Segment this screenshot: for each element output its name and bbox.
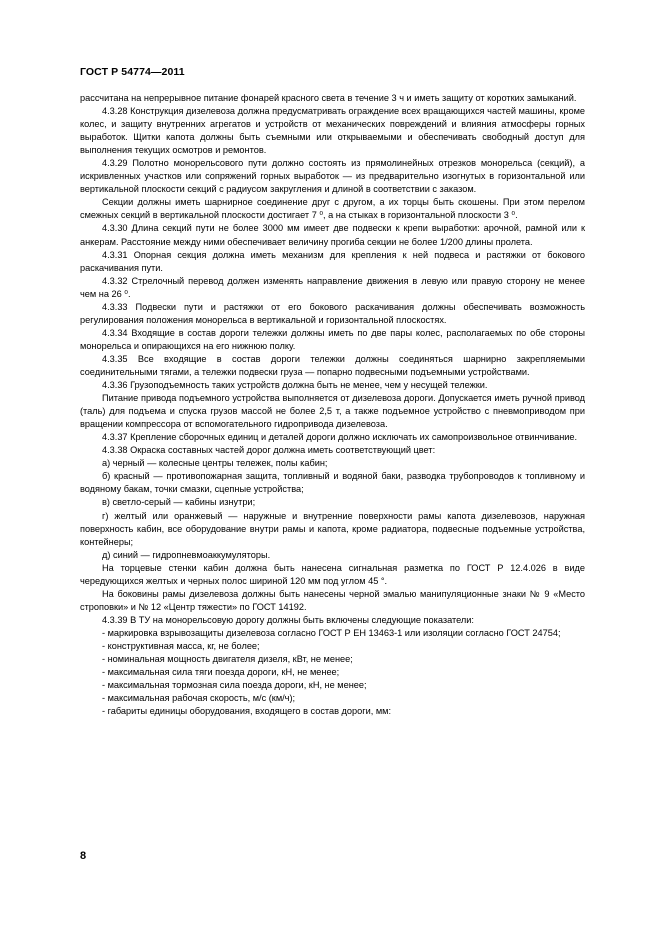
paragraph: 4.3.35 Все входящие в состав дороги тележки должны соединяться шарнирно закрепляемыми соединительными тягами, а тележки подвески груза — попарно подвесными подъемными устройствами. xyxy=(80,353,585,377)
paragraph: Секции должны иметь шарнирное соединение друг с другом, а их торцы быть скошены. При этом перелом смежных секций в вертикальной плоскости достигает 7 ⁰, а на стыках в горизонтальной плоскости 3 ⁰. xyxy=(80,197,585,221)
paragraph: 4.3.29 Полотно монорельсового пути должно состоять из прямолинейных отрезков монорельса (секций), а искривленных участков или сопряжений горных выработок — из предварительно изогнутых в горизонтальной или вертикальной плоскости секций с радиусом закругления и длиной в соответствии с заказом. xyxy=(80,158,585,195)
paragraph: 4.3.39 В ТУ на монорельсовую дорогу должны быть включены следующие показатели: xyxy=(102,614,474,625)
paragraph: - максимальная тормозная сила поезда дороги, кН, не менее; xyxy=(102,680,367,691)
paragraph: - габариты единицы оборудования, входящего в состав дороги, мм: xyxy=(102,706,392,717)
paragraph: На торцевые стенки кабин должна быть нанесена сигнальная разметка по ГОСТ Р 12.4.026 в виде чередующихся желтых и черных полос шириной 120 мм под углом 45 °. xyxy=(80,562,585,586)
paragraph: - максимальная рабочая скорость, м/с (км/ч); xyxy=(102,693,296,704)
paragraph: - номинальная мощность двигателя дизеля, кВт, не менее; xyxy=(102,654,353,665)
paragraph: в) светло-серый — кабины изнутри; xyxy=(102,497,256,508)
paragraph: 4.3.37 Крепление сборочных единиц и деталей дороги должно исключать их самопроизвольное отвинчивание. xyxy=(102,432,578,443)
paragraph: 4.3.28 Конструкция дизелевоза должна предусматривать ограждение всех вращающихся частей машины, кроме колес, и защиту внутренних агрегатов и устройств от механических повреждений и влияния атмосферы горных выработок. Щитки капота должны быть съемными или открываемыми и обеспечивать свободный доступ для выполнения текущих осмотров и ремонтов. xyxy=(80,106,585,156)
paragraph: 4.3.30 Длина секций пути не более 3000 мм имеет две подвески к крепи выработки: арочной, рамной или к анкерам. Расстояние между ними обеспечивает величину прогиба секции не более 1/200 длины пролета. xyxy=(80,223,585,247)
paragraph: 4.3.33 Подвески пути и растяжки от его бокового раскачивания должны обеспечивать возможность регулирования положения монорельса в вертикальной и горизонтальной плоскостях. xyxy=(80,301,585,325)
paragraph: рассчитана на непрерывное питание фонарей красного света в течение 3 ч и иметь защиту от коротких замыканий. xyxy=(80,93,577,103)
paragraph: На боковины рамы дизелевоза должны быть нанесены черной эмалью манипуляционные знаки № 9 «Место строповки» и № 12 «Центр тяжести» по ГОСТ 14192. xyxy=(80,588,585,612)
paragraph: б) красный — противопожарная защита, топливный и водяной баки, разводка трубопроводов к топливному и водяному бакам, точки смазки, сцепные устройства; xyxy=(80,471,585,495)
paragraph: - конструктивная масса, кг, не более; xyxy=(102,640,260,651)
paragraph: Питание привода подъемного устройства выполняется от дизелевоза дороги. Допускается иметь ручной привод (таль) для подъема и спуска грузов массой не более 2,5 т, а также подъемное устройство с пневмоприводом при вращении компрессора от вспомогательного гидропривода дизелевоза. xyxy=(80,393,585,430)
paragraph: а) черный — колесные центры тележек, полы кабин; xyxy=(102,458,328,469)
document-body xyxy=(80,92,585,718)
paragraph: д) синий — гидропневмоаккумуляторы. xyxy=(102,549,271,560)
paragraph: 4.3.32 Стрелочный перевод должен изменять направление движения в левую или правую сторону не менее чем на 26 ⁰. xyxy=(80,275,585,299)
document-header: ГОСТ Р 54774—2011 xyxy=(80,66,185,78)
paragraph: - маркировка взрывозащиты дизелевоза согласно ГОСТ Р ЕН 13463-1 или изоляции согласно ГОСТ 24754; xyxy=(102,627,561,638)
paragraph: 4.3.31 Опорная секция должна иметь механизм для крепления к ней подвеса и растяжки от бокового раскачивания пути. xyxy=(80,249,585,273)
paragraph: г) желтый или оранжевый — наружные и внутренние поверхности рамы капота дизелевозов, наружная поверхность кабин, все оборудование внутри рамы и капота, кроме радиатора, подвесные подъемные устройства, контейнеры; xyxy=(80,510,585,547)
paragraph: - максимальная сила тяги поезда дороги, кН, не менее; xyxy=(102,667,340,678)
paragraph: 4.3.38 Окраска составных частей дорог должна иметь соответствующий цвет: xyxy=(102,445,436,456)
paragraph: 4.3.34 Входящие в состав дороги тележки должны иметь по две пары колес, располагаемых по обе стороны монорельса и опирающихся на его нижнюю полку. xyxy=(80,327,585,351)
paragraph: 4.3.36 Грузоподъемность таких устройств должна быть не менее, чем у несущей тележки. xyxy=(102,380,488,391)
page-number: 8 xyxy=(80,850,87,862)
